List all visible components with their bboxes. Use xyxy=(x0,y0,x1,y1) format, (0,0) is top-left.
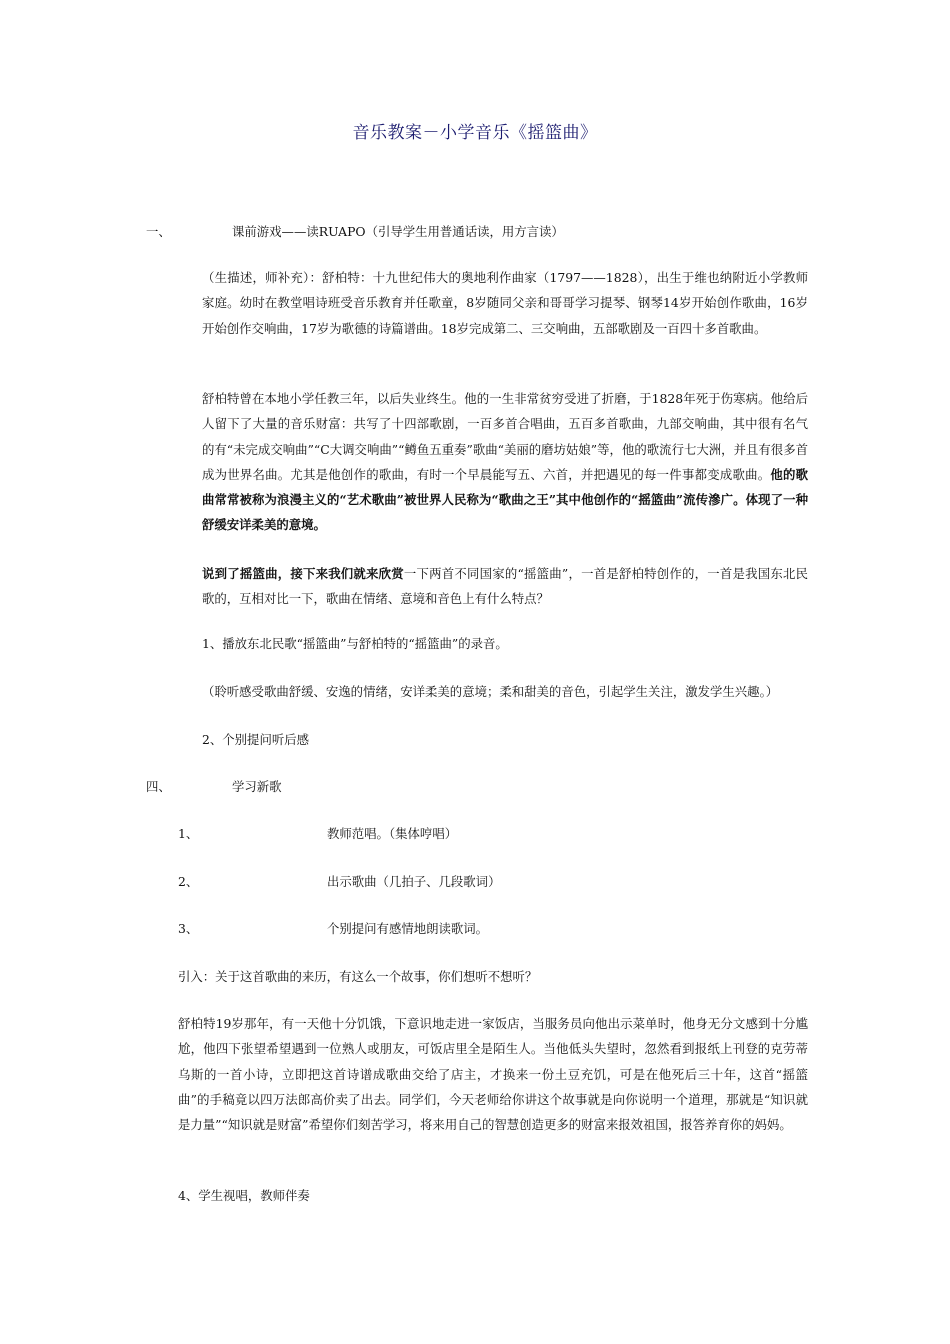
step-2-number: 2、 xyxy=(178,874,199,889)
listening-note: （聆听感受歌曲舒缓、安逸的情绪，安详柔美的意境；柔和甜美的音色，引起学生关注，激发学生兴趣。） xyxy=(202,684,779,699)
compare-paragraph xyxy=(202,561,808,612)
page-title: 音乐教案－小学音乐《摇篮曲》 xyxy=(352,123,598,143)
step-2-text: 出示歌曲（几拍子、几段歌词） xyxy=(327,874,501,889)
step-1-text: 教师范唱。（集体哼唱） xyxy=(327,826,458,841)
section-1-heading: 课前游戏——读RUAPO（引导学生用普通话读，用方言读） xyxy=(232,224,564,239)
schubert-life-paragraph xyxy=(202,386,808,538)
compare-bold-text: 说到了摇篮曲，接下来我们就来欣赏 xyxy=(202,566,404,581)
section-4-number: 四、 xyxy=(146,779,171,794)
schubert-bio-paragraph: （生描述，师补充）：舒柏特：十九世纪伟大的奥地利作曲家（1797——1828），出生于维也纳附近小学教师家庭。幼时在教堂唱诗班受音乐教育并任歌童，8岁随同父亲和哥哥学习提琴、钢琴14岁开始创作歌曲，16岁开始创作交响曲，17岁为歌德的诗篇谱曲。18岁完成第二、三交响曲，五部歌剧及一百四十多首歌曲。 xyxy=(202,270,808,336)
life-text: 舒柏特曾在本地小学任教三年，以后失业终生。他的一生非常贫穷受进了折磨，于1828年死于伤寒病。他给后人留下了大量的音乐财富：共写了十四部歌剧，一百多首合唱曲，五百多首歌曲，九部交响曲，其中很有名气的有“未完成交响曲”“C大调交响曲”“鳟鱼五重奏”歌曲“美丽的磨坊姑娘”等，他的歌流行七大洲，并且有很多首成为世界名曲。尤其是他创作的歌曲，有时一个早晨能写五、六首，并把遇见的每一件事都变成歌曲。 xyxy=(202,391,808,482)
step-3-number: 3、 xyxy=(178,921,199,936)
story-paragraph: 舒柏特19岁那年，有一天他十分饥饿，下意识地走进一家饭店，当服务员向他出示菜单时，他身无分文感到十分尴尬，他四下张望希望遇到一位熟人或朋友，可饭店里全是陌生人。当他低头失望时，忽然看到报纸上刊登的克劳蒂乌斯的一首小诗，立即把这首诗谱成歌曲交给了店主，才换来一份土豆充饥，可是在他死后三十年，这首“摇篮曲”的手稿竟以四万法郎高价卖了出去。同学们，今天老师给你讲这个故事就是向你说明一个道理，那就是“知识就是力量”“知识就是财富”希望你们刻苦学习，将来用自己的智慧创造更多的财富来报效祖国，报答养育你的妈妈。 xyxy=(178,1016,808,1133)
section-4-heading: 学习新歌 xyxy=(232,779,282,794)
compare-text: 一下两首不同国家的“摇篮曲”，一首是舒柏特创作的，一首是我国东北民歌的，互相对比一下，歌曲在情绪、意境和音色上有什么特点？ xyxy=(202,566,808,607)
section-1-number: 一、 xyxy=(146,224,171,239)
step-1-number: 1、 xyxy=(178,826,199,841)
life-bold-text: 他的歌曲常常被称为浪漫主义的“艺术歌曲”被世界人民称为“歌曲之王”其中他创作的“摇篮曲”流传滲广。体现了一种舒缓安详柔美的意境。 xyxy=(202,466,809,533)
ask-feelings-item: 2、个别提问听后感 xyxy=(202,732,310,747)
story-intro: 引入：关于这首歌曲的来历，有这么一个故事，你们想听不想听？ xyxy=(178,969,538,984)
play-recording-item: 1、播放东北民歌“摇篮曲”与舒柏特的“摇篮曲”的录音。 xyxy=(202,636,508,651)
step-3-text: 个别提问有感情地朗读歌词。 xyxy=(327,921,489,936)
student-singing-item: 4、学生视唱，教师伴奏 xyxy=(178,1188,310,1203)
